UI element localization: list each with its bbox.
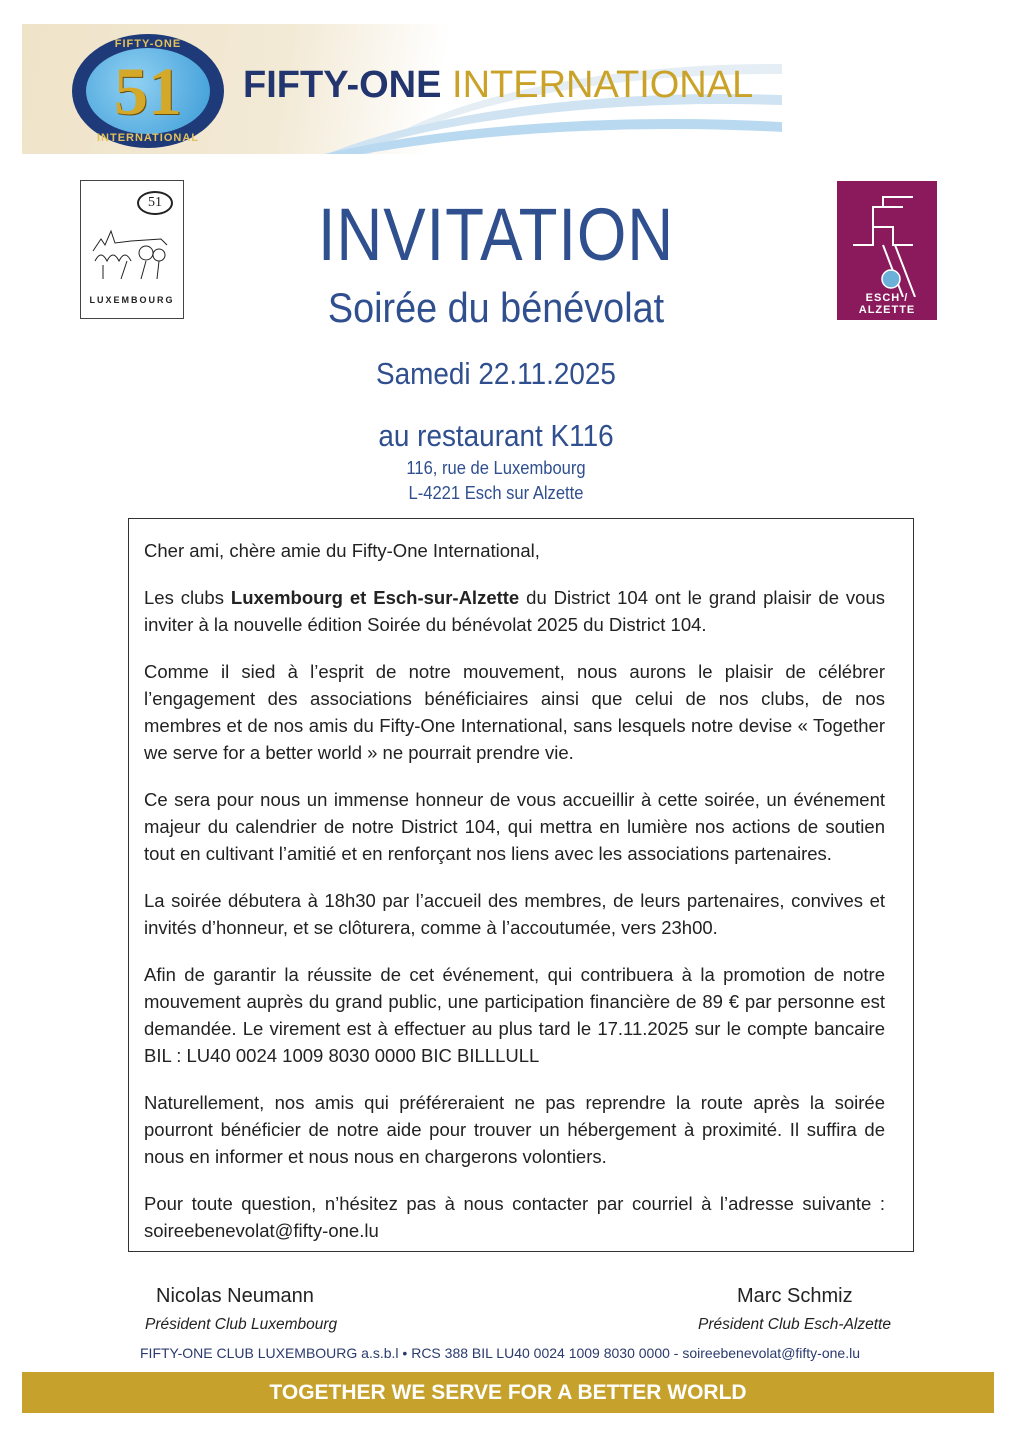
- logo-51-badge: 51: [137, 191, 173, 215]
- signature-role: Président Club Esch-Alzette: [698, 1316, 891, 1333]
- signature-role: Président Club Luxembourg: [145, 1316, 338, 1333]
- text: Les clubs: [144, 587, 231, 608]
- letter-body: [144, 537, 885, 1264]
- emblem-number: 51: [114, 53, 182, 129]
- event-venue: au restaurant K116: [378, 418, 614, 453]
- venue-address-street: 116, rue de Luxembourg: [406, 458, 586, 478]
- event-subtitle: Soirée du bénévolat: [327, 284, 665, 331]
- event-date: Samedi 22.11.2025: [376, 356, 616, 391]
- letter-paragraph: Naturellement, nos amis qui préféreraient ne pas reprendre la route après la soirée pourront bénéficier de notre aide pour trouver un hébergement à proximité. Il suffira de nous en informer et nous nous en chargerons volontiers.: [144, 1092, 885, 1167]
- invitation-title: INVITATION: [317, 193, 675, 276]
- signature-name: Nicolas Neumann: [156, 1285, 314, 1307]
- text: du District 104 ont le grand plaisir de vous inviter à la nouvelle édition Soirée du bénévolat 2025 du District 104.: [144, 587, 885, 635]
- brand-wordmark: [243, 64, 753, 107]
- emblem-ring-bottom: INTERNATIONAL: [96, 132, 199, 144]
- letter-paragraph: Ce sera pour nous un immense honneur de vous accueillir à cette soirée, un événement majeur du calendrier de notre District 104, qui mettra en lumière nos actions de soutien tout en cultivant l’amitié et en renforçant nos liens avec les associations partenaires.: [144, 789, 885, 864]
- letter-paragraph: Comme il sied à l’esprit de notre mouvement, nous aurons le plaisir de célébrer l’engagement des associations bénéficiaires ainsi que celui de nos clubs, de nos membres et de nos amis du Fifty-One International, sans lesquels notre devise « Together we serve for a better world » ne pourrait prendre vie.: [144, 661, 885, 763]
- motto-banner: TOGETHER WE SERVE FOR A BETTER WORLD: [22, 1372, 994, 1413]
- signature-name: Marc Schmiz: [737, 1285, 853, 1307]
- logo-label: LUXEMBOURG: [89, 295, 175, 305]
- letter-greeting: Cher ami, chère amie du Fifty-One International,: [144, 540, 540, 561]
- logo-label: ESCH / ALZETTE: [858, 292, 916, 316]
- brand-part1: FIFTY-ONE: [243, 64, 442, 106]
- emblem-ring-top: FIFTY-ONE: [114, 38, 182, 50]
- fifty-one-emblem-logo: [72, 34, 224, 148]
- letter-paragraph-contact: Pour toute question, n’hésitez pas à nous contacter par courriel à l’adresse suivante : soireebenevolat@fifty-one.lu: [144, 1193, 885, 1241]
- letter-paragraph: [144, 584, 885, 638]
- brand-part2: INTERNATIONAL: [452, 64, 754, 106]
- letter-paragraph: Afin de garantir la réussite de cet événement, qui contribuera à la promotion de notre mouvement auprès du grand public, une participation financière de 89 € par personne est demandée. Le virement est à effectuer au plus tard le 17.11.2025 sur le compte bancaire BIL : LU40 0024 1009 8030 0000 BIC BILLLULL: [144, 964, 885, 1066]
- venue-address-city: L-4221 Esch sur Alzette: [408, 483, 584, 503]
- clubs-names: Luxembourg et Esch-sur-Alzette: [230, 587, 520, 608]
- letter-paragraph: La soirée débutera à 18h30 par l’accueil des membres, de leurs partenaires, convives et invités d’honneur, et se clôturera, comme à l’accoutumée, vers 23h00.: [144, 890, 885, 938]
- footer-legal: FIFTY-ONE CLUB LUXEMBOURG a.s.b.l • RCS 388 BIL LU40 0024 1009 8030 0000 - soireebenevolat@fifty-one.lu: [140, 1345, 860, 1361]
